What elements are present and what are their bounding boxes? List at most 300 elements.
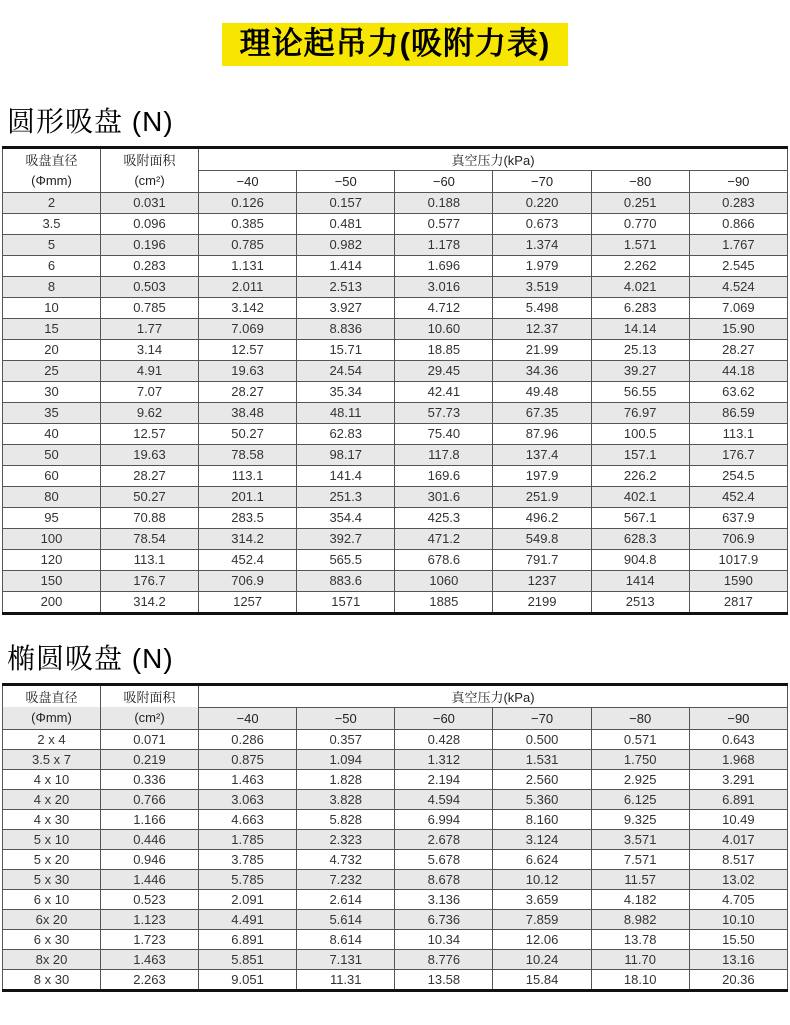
table-cell: 1.446 xyxy=(101,869,199,889)
table-cell: 425.3 xyxy=(395,507,493,528)
table-cell: 10.10 xyxy=(689,909,787,929)
table-cell: 6.125 xyxy=(591,789,689,809)
table-cell: 2.263 xyxy=(101,969,199,990)
table-cell: 1.414 xyxy=(297,255,395,276)
page-title: 理论起吊力(吸附力表) xyxy=(222,23,569,66)
table-cell: 12.57 xyxy=(199,339,297,360)
table-cell: 169.6 xyxy=(395,465,493,486)
table-cell: 3.124 xyxy=(493,829,591,849)
table-cell: 254.5 xyxy=(689,465,787,486)
table-cell: 50.27 xyxy=(101,486,199,507)
table-row xyxy=(3,809,788,829)
table-cell: 3.828 xyxy=(297,789,395,809)
table-cell: 28.27 xyxy=(101,465,199,486)
table-cell: 6.891 xyxy=(689,789,787,809)
table-cell: 0.982 xyxy=(297,234,395,255)
cell-diameter: 95 xyxy=(3,507,101,528)
col-header-vacuum-pressure: 真空压力(kPa) xyxy=(199,147,788,170)
table-cell: 176.7 xyxy=(689,444,787,465)
col-header-diameter-unit: (Φmm) xyxy=(3,170,101,192)
table-cell: 251.3 xyxy=(297,486,395,507)
table-cell: 678.6 xyxy=(395,549,493,570)
table-cell: 2.011 xyxy=(199,276,297,297)
cell-diameter: 25 xyxy=(3,360,101,381)
table-cell: 0.336 xyxy=(101,769,199,789)
table-cell: 113.1 xyxy=(689,423,787,444)
table-cell: 6.891 xyxy=(199,929,297,949)
cell-diameter: 3.5 xyxy=(3,213,101,234)
table-row xyxy=(3,360,788,381)
table-cell: 314.2 xyxy=(101,591,199,613)
table-cell: 1.767 xyxy=(689,234,787,255)
cell-diameter: 150 xyxy=(3,570,101,591)
table-cell: 354.4 xyxy=(297,507,395,528)
table-cell: 1.968 xyxy=(689,749,787,769)
table-cell: 100.5 xyxy=(591,423,689,444)
table-cell: 6.736 xyxy=(395,909,493,929)
table-cell: 0.283 xyxy=(689,192,787,213)
table-cell: 21.99 xyxy=(493,339,591,360)
table-cell: 0.157 xyxy=(297,192,395,213)
table-cell: 1.178 xyxy=(395,234,493,255)
table-cell: 176.7 xyxy=(101,570,199,591)
table-cell: 28.27 xyxy=(689,339,787,360)
table-cell: 9.325 xyxy=(591,809,689,829)
table-cell: 78.58 xyxy=(199,444,297,465)
table-row xyxy=(3,969,788,990)
table-cell: 706.9 xyxy=(199,570,297,591)
table-cell: 76.97 xyxy=(591,402,689,423)
table-cell: 471.2 xyxy=(395,528,493,549)
table-cell: 3.659 xyxy=(493,889,591,909)
cell-diameter: 4 x 30 xyxy=(3,809,101,829)
header-row-top xyxy=(3,147,788,170)
table-row xyxy=(3,255,788,276)
table-cell: 8.776 xyxy=(395,949,493,969)
table-row xyxy=(3,929,788,949)
table-cell: 452.4 xyxy=(199,549,297,570)
table-cell: 0.571 xyxy=(591,729,689,749)
table-cell: 1.750 xyxy=(591,749,689,769)
col-header-pressure-value: −70 xyxy=(493,170,591,192)
table-cell: 0.673 xyxy=(493,213,591,234)
table-cell: 3.016 xyxy=(395,276,493,297)
table-cell: 13.58 xyxy=(395,969,493,990)
table-cell: 137.4 xyxy=(493,444,591,465)
col-header-area: 吸附面积 xyxy=(101,684,199,707)
cell-diameter: 8 xyxy=(3,276,101,297)
table-cell: 157.1 xyxy=(591,444,689,465)
table-cell: 5.360 xyxy=(493,789,591,809)
cell-diameter: 4 x 20 xyxy=(3,789,101,809)
table-row xyxy=(3,889,788,909)
table-cell: 0.286 xyxy=(199,729,297,749)
cell-diameter: 2 xyxy=(3,192,101,213)
table-cell: 2.091 xyxy=(199,889,297,909)
table-cell: 8.614 xyxy=(297,929,395,949)
table-cell: 4.594 xyxy=(395,789,493,809)
cell-diameter: 6 xyxy=(3,255,101,276)
table-cell: 15.84 xyxy=(493,969,591,990)
table-row xyxy=(3,444,788,465)
table-cell: 5.678 xyxy=(395,849,493,869)
table-cell: 0.500 xyxy=(493,729,591,749)
table-cell: 75.40 xyxy=(395,423,493,444)
table-cell: 28.27 xyxy=(199,381,297,402)
table-row xyxy=(3,528,788,549)
col-header-vacuum-pressure: 真空压力(kPa) xyxy=(199,684,788,707)
table-cell: 1237 xyxy=(493,570,591,591)
table-cell: 0.770 xyxy=(591,213,689,234)
table-cell: 452.4 xyxy=(689,486,787,507)
col-header-area-unit: (cm²) xyxy=(101,707,199,729)
table-cell: 2.262 xyxy=(591,255,689,276)
table-cell: 6.994 xyxy=(395,809,493,829)
table-cell: 2.614 xyxy=(297,889,395,909)
table-cell: 628.3 xyxy=(591,528,689,549)
table-cell: 1.785 xyxy=(199,829,297,849)
table-cell: 1.123 xyxy=(101,909,199,929)
table-cell: 0.523 xyxy=(101,889,199,909)
col-header-pressure-value: −90 xyxy=(689,170,787,192)
col-header-diameter: 吸盘直径 xyxy=(3,684,101,707)
table-cell: 1.094 xyxy=(297,749,395,769)
table-row xyxy=(3,465,788,486)
table-cell: 883.6 xyxy=(297,570,395,591)
table-cell: 3.519 xyxy=(493,276,591,297)
col-header-pressure-value: −80 xyxy=(591,707,689,729)
table-row xyxy=(3,829,788,849)
table-cell: 3.571 xyxy=(591,829,689,849)
col-header-pressure-value: −40 xyxy=(199,707,297,729)
table-cell: 565.5 xyxy=(297,549,395,570)
table-row xyxy=(3,192,788,213)
table-cell: 0.577 xyxy=(395,213,493,234)
table-cell: 2.323 xyxy=(297,829,395,849)
table-cell: 637.9 xyxy=(689,507,787,528)
table-cell: 0.946 xyxy=(101,849,199,869)
table-cell: 496.2 xyxy=(493,507,591,528)
table-cell: 1885 xyxy=(395,591,493,613)
table-cell: 4.021 xyxy=(591,276,689,297)
cell-diameter: 6 x 30 xyxy=(3,929,101,949)
table-cell: 20.36 xyxy=(689,969,787,990)
col-header-diameter-unit: (Φmm) xyxy=(3,707,101,729)
table-cell: 1.696 xyxy=(395,255,493,276)
table-cell: 70.88 xyxy=(101,507,199,528)
table-cell: 50.27 xyxy=(199,423,297,444)
table-cell: 0.220 xyxy=(493,192,591,213)
table-cell: 13.16 xyxy=(689,949,787,969)
table-cell: 8.160 xyxy=(493,809,591,829)
table-cell: 2.194 xyxy=(395,769,493,789)
col-header-pressure-value: −60 xyxy=(395,707,493,729)
table-row xyxy=(3,423,788,444)
table-cell: 251.9 xyxy=(493,486,591,507)
table-cell: 15.71 xyxy=(297,339,395,360)
table-row xyxy=(3,486,788,507)
table-cell: 3.136 xyxy=(395,889,493,909)
cell-diameter: 10 xyxy=(3,297,101,318)
table-cell: 113.1 xyxy=(101,549,199,570)
table-cell: 10.24 xyxy=(493,949,591,969)
table-cell: 7.07 xyxy=(101,381,199,402)
table-cell: 18.85 xyxy=(395,339,493,360)
table-row xyxy=(3,729,788,749)
table-cell: 0.503 xyxy=(101,276,199,297)
table-cell: 15.90 xyxy=(689,318,787,339)
table-row xyxy=(3,297,788,318)
table-cell: 1571 xyxy=(297,591,395,613)
table-cell: 8.678 xyxy=(395,869,493,889)
table-row xyxy=(3,213,788,234)
table-row xyxy=(3,909,788,929)
table-cell: 4.705 xyxy=(689,889,787,909)
cell-diameter: 8 x 30 xyxy=(3,969,101,990)
table-cell: 5.828 xyxy=(297,809,395,829)
cell-diameter: 50 xyxy=(3,444,101,465)
table-cell: 7.069 xyxy=(689,297,787,318)
cell-diameter: 15 xyxy=(3,318,101,339)
table-row xyxy=(3,318,788,339)
table-cell: 0.428 xyxy=(395,729,493,749)
table-cell: 0.251 xyxy=(591,192,689,213)
table-cell: 48.11 xyxy=(297,402,395,423)
table-cell: 0.188 xyxy=(395,192,493,213)
col-header-area: 吸附面积 xyxy=(101,147,199,170)
cell-diameter: 100 xyxy=(3,528,101,549)
table-cell: 1.166 xyxy=(101,809,199,829)
table-cell: 4.732 xyxy=(297,849,395,869)
table-cell: 0.196 xyxy=(101,234,199,255)
table-cell: 1.828 xyxy=(297,769,395,789)
table-cell: 0.481 xyxy=(297,213,395,234)
table-cell: 62.83 xyxy=(297,423,395,444)
table-cell: 0.766 xyxy=(101,789,199,809)
table-cell: 0.446 xyxy=(101,829,199,849)
table-cell: 78.54 xyxy=(101,528,199,549)
cell-diameter: 5 x 30 xyxy=(3,869,101,889)
table-cell: 86.59 xyxy=(689,402,787,423)
table-cell: 6.283 xyxy=(591,297,689,318)
table-row xyxy=(3,549,788,570)
table-cell: 4.017 xyxy=(689,829,787,849)
cell-diameter: 60 xyxy=(3,465,101,486)
table-cell: 24.54 xyxy=(297,360,395,381)
table-cell: 301.6 xyxy=(395,486,493,507)
table-cell: 117.8 xyxy=(395,444,493,465)
table-cell: 1.571 xyxy=(591,234,689,255)
table-cell: 2.678 xyxy=(395,829,493,849)
table-row xyxy=(3,849,788,869)
table-cell: 0.357 xyxy=(297,729,395,749)
cell-diameter: 4 x 10 xyxy=(3,769,101,789)
table-cell: 3.063 xyxy=(199,789,297,809)
cell-diameter: 8x 20 xyxy=(3,949,101,969)
cell-diameter: 20 xyxy=(3,339,101,360)
table-cell: 0.866 xyxy=(689,213,787,234)
table-cell: 0.283 xyxy=(101,255,199,276)
col-header-pressure-value: −40 xyxy=(199,170,297,192)
cell-diameter: 6x 20 xyxy=(3,909,101,929)
table-cell: 7.859 xyxy=(493,909,591,929)
table-cell: 1.374 xyxy=(493,234,591,255)
table-cell: 98.17 xyxy=(297,444,395,465)
section-heading-oval-cup: 椭圆吸盘 (N) xyxy=(7,642,174,674)
table-cell: 12.37 xyxy=(493,318,591,339)
table-cell: 3.291 xyxy=(689,769,787,789)
table-cell: 4.491 xyxy=(199,909,297,929)
table-cell: 10.49 xyxy=(689,809,787,829)
table-cell: 44.18 xyxy=(689,360,787,381)
table-cell: 1.312 xyxy=(395,749,493,769)
table-cell: 1017.9 xyxy=(689,549,787,570)
table-cell: 49.48 xyxy=(493,381,591,402)
cell-diameter: 2 x 4 xyxy=(3,729,101,749)
table-cell: 57.73 xyxy=(395,402,493,423)
table-cell: 283.5 xyxy=(199,507,297,528)
table-cell: 1414 xyxy=(591,570,689,591)
table-cell: 1257 xyxy=(199,591,297,613)
table-cell: 87.96 xyxy=(493,423,591,444)
table-cell: 2513 xyxy=(591,591,689,613)
col-header-diameter: 吸盘直径 xyxy=(3,147,101,170)
col-header-pressure-value: −50 xyxy=(297,707,395,729)
table-cell: 791.7 xyxy=(493,549,591,570)
cell-diameter: 35 xyxy=(3,402,101,423)
header-row-sub xyxy=(3,170,788,192)
table-cell: 5.785 xyxy=(199,869,297,889)
table-cell: 3.142 xyxy=(199,297,297,318)
cell-diameter: 5 xyxy=(3,234,101,255)
header-row-sub xyxy=(3,707,788,729)
table-cell: 15.50 xyxy=(689,929,787,949)
table-cell: 3.927 xyxy=(297,297,395,318)
cell-diameter: 5 x 20 xyxy=(3,849,101,869)
table-cell: 7.069 xyxy=(199,318,297,339)
table-cell: 8.836 xyxy=(297,318,395,339)
table-cell: 67.35 xyxy=(493,402,591,423)
table-cell: 4.712 xyxy=(395,297,493,318)
table-cell: 197.9 xyxy=(493,465,591,486)
table-cell: 4.524 xyxy=(689,276,787,297)
cell-diameter: 6 x 10 xyxy=(3,889,101,909)
table-cell: 7.571 xyxy=(591,849,689,869)
table-cell: 10.60 xyxy=(395,318,493,339)
table-cell: 25.13 xyxy=(591,339,689,360)
col-header-area-unit: (cm²) xyxy=(101,170,199,192)
cell-diameter: 5 x 10 xyxy=(3,829,101,849)
table-cell: 4.663 xyxy=(199,809,297,829)
table-cell: 7.131 xyxy=(297,949,395,969)
table-cell: 29.45 xyxy=(395,360,493,381)
table-cell: 0.031 xyxy=(101,192,199,213)
table-cell: 201.1 xyxy=(199,486,297,507)
table-cell: 11.31 xyxy=(297,969,395,990)
table-cell: 2817 xyxy=(689,591,787,613)
cell-diameter: 80 xyxy=(3,486,101,507)
table-row xyxy=(3,949,788,969)
table-cell: 567.1 xyxy=(591,507,689,528)
table-row xyxy=(3,402,788,423)
table-cell: 402.1 xyxy=(591,486,689,507)
table-cell: 14.14 xyxy=(591,318,689,339)
col-header-pressure-value: −70 xyxy=(493,707,591,729)
table-cell: 0.385 xyxy=(199,213,297,234)
table-cell: 12.06 xyxy=(493,929,591,949)
table-row xyxy=(3,507,788,528)
cell-diameter: 120 xyxy=(3,549,101,570)
table-row xyxy=(3,234,788,255)
table-cell: 141.4 xyxy=(297,465,395,486)
table-cell: 314.2 xyxy=(199,528,297,549)
table-cell: 12.57 xyxy=(101,423,199,444)
cell-diameter: 40 xyxy=(3,423,101,444)
table-cell: 0.785 xyxy=(199,234,297,255)
table-cell: 7.232 xyxy=(297,869,395,889)
title-banner-row xyxy=(0,0,790,87)
table-cell: 6.624 xyxy=(493,849,591,869)
table-cell: 8.517 xyxy=(689,849,787,869)
table-row xyxy=(3,769,788,789)
table-cell: 0.096 xyxy=(101,213,199,234)
table-cell: 11.70 xyxy=(591,949,689,969)
table-cell: 9.051 xyxy=(199,969,297,990)
table-cell: 39.27 xyxy=(591,360,689,381)
table-cell: 19.63 xyxy=(101,444,199,465)
table-row xyxy=(3,789,788,809)
cell-diameter: 200 xyxy=(3,591,101,613)
table-cell: 11.57 xyxy=(591,869,689,889)
table-cell: 1590 xyxy=(689,570,787,591)
table-row xyxy=(3,276,788,297)
table-cell: 113.1 xyxy=(199,465,297,486)
round-suction-cup-table xyxy=(2,146,788,615)
table-cell: 1.463 xyxy=(199,769,297,789)
header-row-top xyxy=(3,684,788,707)
table-cell: 34.36 xyxy=(493,360,591,381)
table-cell: 2.560 xyxy=(493,769,591,789)
table-cell: 9.62 xyxy=(101,402,199,423)
table-cell: 3.14 xyxy=(101,339,199,360)
table-cell: 2.545 xyxy=(689,255,787,276)
table-cell: 1060 xyxy=(395,570,493,591)
table-row xyxy=(3,591,788,613)
table-cell: 392.7 xyxy=(297,528,395,549)
table-cell: 0.643 xyxy=(689,729,787,749)
table-cell: 3.785 xyxy=(199,849,297,869)
table-cell: 4.182 xyxy=(591,889,689,909)
table-cell: 0.126 xyxy=(199,192,297,213)
col-header-pressure-value: −90 xyxy=(689,707,787,729)
table-cell: 1.131 xyxy=(199,255,297,276)
table-cell: 549.8 xyxy=(493,528,591,549)
table-row xyxy=(3,749,788,769)
table-cell: 2199 xyxy=(493,591,591,613)
col-header-pressure-value: −50 xyxy=(297,170,395,192)
cell-diameter: 30 xyxy=(3,381,101,402)
table-cell: 38.48 xyxy=(199,402,297,423)
table-cell: 1.463 xyxy=(101,949,199,969)
table-row xyxy=(3,381,788,402)
table-cell: 5.614 xyxy=(297,909,395,929)
table-cell: 10.12 xyxy=(493,869,591,889)
table-cell: 35.34 xyxy=(297,381,395,402)
table-cell: 13.78 xyxy=(591,929,689,949)
table-cell: 1.723 xyxy=(101,929,199,949)
col-header-pressure-value: −80 xyxy=(591,170,689,192)
table-cell: 706.9 xyxy=(689,528,787,549)
